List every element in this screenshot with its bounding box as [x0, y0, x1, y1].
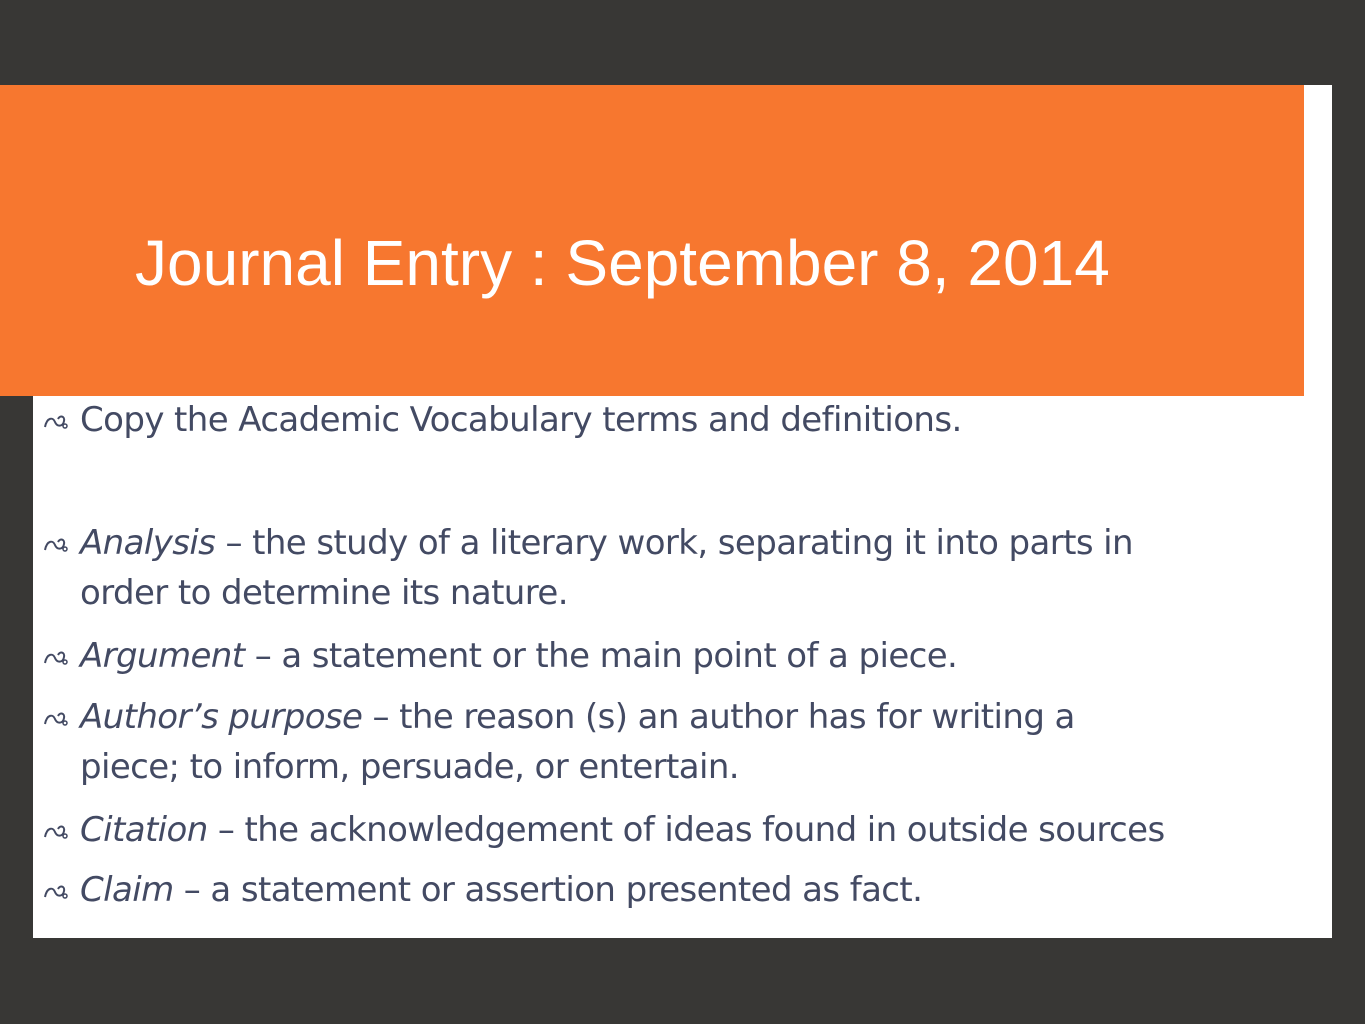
- term-definition: – a statement or the main point of a piece.: [244, 636, 958, 676]
- wingdings-bullet-icon: [43, 650, 71, 666]
- wingdings-bullet-icon: [43, 414, 71, 430]
- term-item-analysis: [80, 518, 1280, 618]
- term-definition: – a statement or assertion presented as fact.: [173, 870, 923, 910]
- wingdings-bullet-icon: [43, 537, 71, 553]
- term-definition-continued: piece; to inform, persuade, or entertain.: [80, 747, 739, 787]
- term-item-claim: [80, 865, 1280, 915]
- term-name: Citation: [80, 810, 208, 850]
- term-definition: – the reason (s) an author has for writing a: [362, 697, 1075, 737]
- term-item-authors-purpose: [80, 692, 1280, 792]
- term-name: Claim: [80, 870, 174, 910]
- term-definition: – the study of a literary work, separating it into parts in: [215, 523, 1133, 563]
- term-item-argument: [80, 631, 1280, 681]
- term-definition-continued: order to determine its nature.: [80, 573, 568, 613]
- term-definition: – the acknowledgement of ideas found in outside sources: [207, 810, 1165, 850]
- intro-text: Copy the Academic Vocabulary terms and definitions.: [80, 400, 962, 440]
- slide-title: Journal Entry : September 8, 2014: [135, 227, 1110, 299]
- intro-bullet: [80, 395, 1280, 445]
- term-name: Argument: [80, 636, 245, 676]
- term-item-citation: [80, 805, 1280, 855]
- wingdings-bullet-icon: [43, 711, 71, 727]
- term-name: Author’s purpose: [80, 697, 363, 737]
- wingdings-bullet-icon: [43, 824, 71, 840]
- wingdings-bullet-icon: [43, 884, 71, 900]
- term-name: Analysis: [80, 523, 216, 563]
